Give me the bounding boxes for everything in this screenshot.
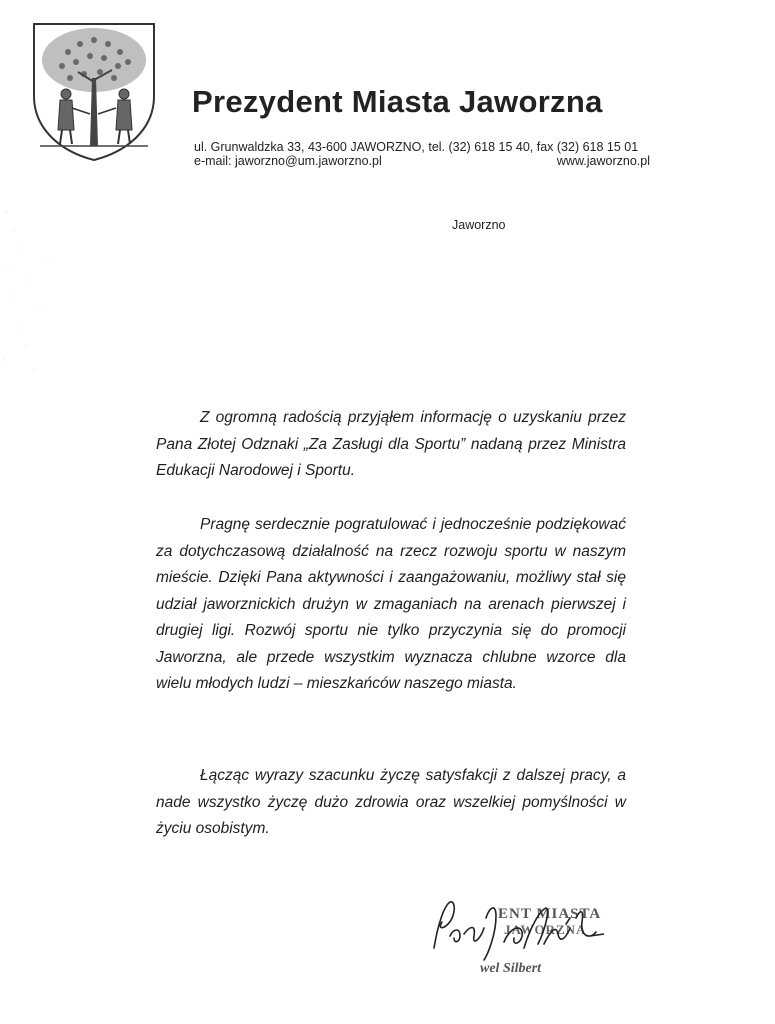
letterhead-website: www.jaworzno.pl [556,154,650,168]
body-paragraph-2: Pragnę serdecznie pogratulować i jednocześnie podziękować za dotychczasową działalność na rzecz rozwoju sportu w naszym mieście. Dzięki Pana aktywności i zaangażowaniu, możliwy stał się udział jaworznickich drużyn w zmaganiach na arenach pierwszej i drugiej ligi. Rozwój sportu nie tylko przyczynia się do promocji Jaworzna, ale przede wszystkim wyznacza chlubne wzorce dla wielu młodych ludzi – mieszkańców naszego miasta. [156,516,626,692]
letterhead-address: ul. Grunwaldzka 33, 43-600 JAWORZNO, tel. (32) 618 15 40, fax (32) 618 15 01 [194,140,639,154]
letterhead-contact [194,154,650,168]
letterhead-email: e-mail: jaworzno@um.jaworzno.pl [194,154,382,168]
body-paragraph-3: Łącząc wyrazy szacunku życzę satysfakcji z dalszej pracy, a nade wszystko życzę dużo zdrowia oraz wszelkiej pomyślności w życiu osobistym. [156,767,626,837]
svg-text:wel Silbert: wel Silbert [480,961,542,976]
letterhead-title: Prezydent Miasta Jaworzna [192,84,603,119]
svg-text:ENT MIASTA: ENT MIASTA [498,906,602,922]
svg-text:JAWORZNA: JAWORZNA [504,922,587,937]
body-paragraph-1: Z ogromną radością przyjąłem informację o uzyskaniu przez Pana Złotej Odznaki „Za Zasługi dla Sportu” nadaną przez Ministra Edukacji Narodowej i Sportu. [156,409,626,479]
handwritten-signature-icon [420,888,610,983]
letter-place: Jaworzno [452,218,506,232]
coat-of-arms-tree-icon [28,18,160,163]
scan-noise-decoration [0,200,70,380]
